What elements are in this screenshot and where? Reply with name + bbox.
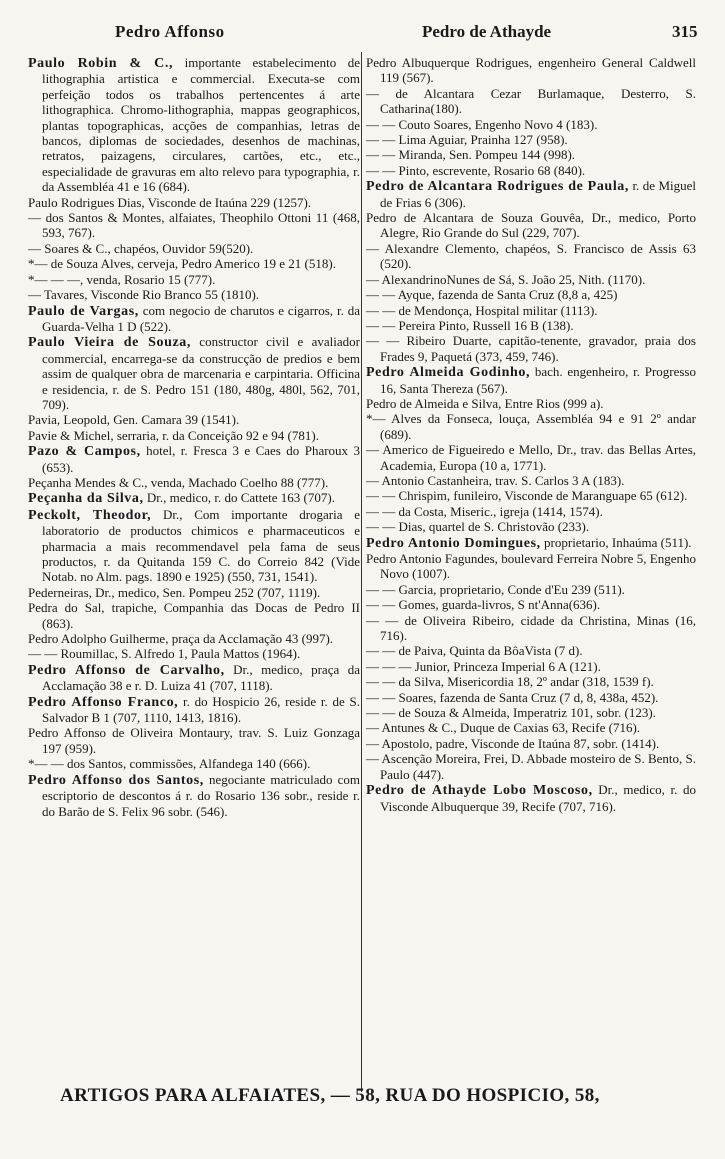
entry-name: Pedro Antonio Domingues, [366,535,541,551]
entry-text: Pedro Adolpho Guilherme, praça da Acclamação 43 (997). [28,631,334,647]
directory-entry [28,507,360,585]
directory-entry [28,475,360,490]
entry-name: Pedro Affonso dos Santos, [28,772,204,788]
directory-entry [366,287,696,302]
directory-entry [28,725,360,756]
entry-text: — — Gomes, guarda-livros, S nt'Anna(636). [366,597,601,613]
directory-entry [28,256,360,271]
footer-advertisement: ARTIGOS PARA ALFAIATES, — 58, RUA DO HOSPICIO, 58, [60,1085,600,1106]
entry-text: importante estabelecimento de lithographia artistica e commercial. Executa-se com perfeição todos os trabalhos pertencentes á arte lithographica. Chromo-lithographia, mappas geographicos, plantas topographicas, acções de companhias, letras de bancos, diplomas de sociedades, desenhos de machinas, retratos, paizagens, circulares, cartões, etc., etc., especialidade de gravuras em alto relevo para typographia, r. da Assembléa 41 e 16 (684). [42,55,360,195]
entry-name: Paulo Robin & C., [28,56,174,71]
entry-name: Pedro Almeida Godinho, [366,365,531,381]
directory-entry [366,705,696,720]
entry-text: — de Alcantara Cezar Burlamaque, Desterro, S. Catharina(180). [366,85,696,117]
directory-entry [28,443,360,475]
entry-name: Pedro de Athayde Lobo Moscoso, [366,783,593,799]
entry-text: — — Pereira Pinto, Russell 16 B (138). [366,317,574,333]
entry-name: Pazo & Campos, [28,444,141,460]
directory-entry [366,364,696,396]
directory-entry [28,272,360,287]
entry-text: Paulo Rodrigues Dias, Visconde de Itaúna 229 (1257). [28,194,312,210]
entry-text: — — de Paiva, Quinta da BôaVista (7 d). [366,643,583,659]
entry-text: — Alexandre Clemento, chapéos, S. Francisco de Assis 63 (520). [366,240,696,272]
directory-entry [28,631,360,646]
entry-name: Pedro Affonso de Carvalho, [28,662,225,678]
directory-entry [28,756,360,771]
entry-text: proprietario, Inhaúma (511). [540,534,692,550]
entry-text: Dr., medico, r. do Visconde Albuquerque 39, Recife (707, 716). [380,782,696,814]
entry-text: com negocio de charutos e cigarros, r. da Guarda-Velha 1 D (522). [42,302,360,334]
entry-text: — — da Costa, Miseric., igreja (1414, 1574). [366,503,603,519]
entry-text: — — Lima Aguiar, Prainha 127 (958). [366,132,568,148]
entry-text: constructor civil e avaliador commercial, encarrega-se da construcção de predios e bem assim de qualquer obra de marcenaria e carpintaria. Officina e residencia, r. de S. Pedro 151 (180, 480g, 480l, 562, 701, 709). [42,334,360,412]
directory-entry [366,674,696,689]
entry-text: — — Chrispim, funileiro, Visconde de Maranguape 65 (612). [366,488,688,504]
directory-entry [366,272,696,287]
directory-entry [366,519,696,534]
entry-text: r. de Miguel de Frias 6 (306). [380,178,697,210]
entry-text: — Antunes & C., Duque de Caxias 63, Recife (716). [366,720,641,736]
entry-name: Paulo de Vargas, [28,303,139,319]
entry-text: *— Alves da Fonseca, louça, Assembléa 94 e 91 2º andar (689). [366,411,696,442]
directory-entry [366,597,696,612]
entry-name: Paulo Vieira de Souza, [28,335,191,351]
directory-entry [366,613,696,644]
directory-entry [28,490,360,506]
entry-text: — — de Mendonça, Hospital militar (1113). [366,302,598,318]
directory-entry [28,195,360,210]
entry-text: — Americo de Figueiredo e Mello, Dr., trav. das Bellas Artes, Academia, Europa (10 a, 1771). [366,442,696,473]
entry-text: *— de Souza Alves, cerveja, Pedro Americo 19 e 21 (518). [28,256,336,272]
column-divider [361,52,362,1092]
entry-text: — — Miranda, Sen. Pompeu 144 (998). [366,147,576,163]
directory-entry [28,303,360,335]
directory-entry [366,86,696,117]
entry-text: — — Dias, quartel de S. Christovão (233). [366,519,590,535]
entry-text: Pedro Albuquerque Rodrigues, engenheiro General Caldwell 119 (567). [366,55,696,86]
directory-entry [366,488,696,503]
entry-text: Peçanha Mendes & C., venda, Machado Coelho 88 (777). [28,474,329,490]
directory-entry [366,690,696,705]
directory-entry [366,442,696,473]
directory-entry [28,334,360,412]
left-column [28,55,360,819]
entry-text: — — Garcia, proprietario, Conde d'Eu 239 (511). [366,581,625,597]
entry-text: — — Soares, fazenda de Santa Cruz (7 d, 8, 438a, 452). [366,689,659,705]
entry-text: Pavia, Leopold, Gen. Camara 39 (1541). [28,412,240,428]
directory-entry [28,662,360,694]
directory-entry [366,720,696,735]
entry-text: — Ascenção Moreira, Frei, D. Abbade mosteiro de S. Bento, S. Paulo (447). [366,751,696,782]
entry-text: Pavie & Michel, serraria, r. da Conceição 92 e 94 (781). [28,427,319,443]
directory-entry [28,600,360,631]
entry-text: Pedro de Alcantara de Souza Gouvêa, Dr., medico, Porto Alegre, Rio Grande do Sul (229, 707). [366,210,696,241]
directory-entry [366,411,696,442]
entry-text: — dos Santos & Montes, alfaiates, Theophilo Ottoni 11 (468, 593, 767). [28,210,360,241]
directory-entry [28,287,360,302]
entry-text: — — Pinto, escrevente, Rosario 68 (840). [366,162,586,178]
directory-entry [366,396,696,411]
entry-text: Pedro de Almeida e Silva, Entre Rios (999 a). [366,395,604,411]
directory-entry [366,147,696,162]
directory-entry [366,318,696,333]
entry-name: Peçanha da Silva, [28,491,144,507]
directory-entry [366,303,696,318]
directory-entry [366,535,696,551]
directory-entry [366,210,696,241]
entry-text: Dr., medico, r. do Cattete 163 (707). [143,490,335,506]
directory-entry [28,55,360,195]
directory-entry [366,333,696,364]
directory-entry [366,117,696,132]
directory-entry [366,55,696,86]
entry-text: bach. engenheiro, r. Progresso 16, Santa Thereza (567). [380,364,696,396]
entry-text: r. do Hospicio 26, reside r. de S. Salvador B 1 (707, 1110, 1413, 1816). [42,693,360,726]
directory-entry [28,428,360,443]
entry-text: — — Ayque, fazenda de Santa Cruz (8,8 a, 425) [366,287,618,303]
directory-entry [28,585,360,600]
directory-entry [366,659,696,674]
directory-entry [366,582,696,597]
entry-text: Pedro Affonso de Oliveira Montaury, trav. S. Luiz Gonzaga 197 (959). [28,725,360,756]
entry-text: hotel, r. Fresca 3 e Caes do Pharoux 3 (653). [42,443,360,475]
entry-text: *— — —, venda, Rosario 15 (777). [28,271,216,287]
entry-text: — Antonio Castanheira, trav. S. Carlos 3 A (183). [366,472,625,488]
entry-text: — AlexandrinoNunes de Sá, S. João 25, Nith. (1170). [366,271,646,287]
entry-text: — — da Silva, Misericordia 18, 2º andar (318, 1539 f). [366,674,654,690]
entry-text: — Apostolo, padre, Visconde de Itaúna 87, sobr. (1414). [366,735,660,751]
directory-entry [366,643,696,658]
directory-entry [366,178,696,210]
entry-text: Pederneiras, Dr., medico, Sen. Pompeu 252 (707, 1119). [28,584,321,600]
entry-name: Pedro Affonso Franco, [28,694,179,710]
entry-name: Peckolt, Theodor, [28,507,152,523]
directory-entry [28,412,360,427]
directory-entry [28,210,360,241]
right-column [366,55,696,814]
directory-entry [28,694,360,726]
entry-text: *— — dos Santos, commissões, Alfandega 140 (666). [28,756,311,772]
entry-text: — — Couto Soares, Engenho Novo 4 (183). [366,116,598,132]
directory-entry [366,473,696,488]
page-number: 315 [672,22,698,41]
directory-entry [366,132,696,147]
entry-name: Pedro de Alcantara Rodrigues de Paula, [366,179,630,195]
directory-entry [28,646,360,661]
directory-entry [366,782,696,814]
running-header-left: Pedro Affonso [115,22,225,41]
entry-text: — — — Junior, Princeza Imperial 6 A (121). [366,658,601,674]
entry-text: — — Roumillac, S. Alfredo 1, Paula Mattos (1964). [28,646,301,662]
entry-text: negociante matriculado com escriptorio de descontos á r. do Rosario 136 sobr., reside r. do Barão de S. Felix 96 sobr. (546). [42,771,360,819]
entry-text: — Tavares, Visconde Rio Branco 55 (1810). [28,287,260,303]
entry-text: — — de Souza & Almeida, Imperatriz 101, sobr. (123). [366,705,656,721]
directory-entry [366,163,696,178]
directory-entry [28,772,360,819]
directory-entry [366,551,696,582]
entry-text: Pedro Antonio Fagundes, boulevard Ferreira Nobre 5, Engenho Novo (1007). [366,551,696,582]
entry-text: Pedra do Sal, trapiche, Companhia das Docas de Pedro II (863). [28,600,360,631]
directory-entry [366,241,696,272]
directory-entry [366,751,696,782]
directory-entry [28,241,360,256]
directory-entry [366,736,696,751]
entry-text: — — de Oliveira Ribeiro, cidade da Christina, Minas (16, 716). [366,612,696,644]
directory-entry [366,504,696,519]
entry-text: Dr., medico, praça da Acclamação 38 e r. D. Luiza 41 (707, 1118). [42,661,360,694]
entry-text: Dr., Com importante drogaria e laboratorio de productos chimicos e pharmaceuticos e pharmacia a mais recommendavel pela fama de seus productos, r. da Quitanda 159 C. do Correio 842 (Vide Notab. no Alm. pags. 1890 e 1925) (550, 731, 1541). [42,506,360,585]
entry-text: — — Ribeiro Duarte, capitão-tenente, gravador, praia dos Frades 9, Paquetá (373, 459, 746). [366,333,696,364]
entry-text: — Soares & C., chapéos, Ouvidor 59(520). [28,240,254,256]
running-header-right: Pedro de Athayde [422,22,552,41]
